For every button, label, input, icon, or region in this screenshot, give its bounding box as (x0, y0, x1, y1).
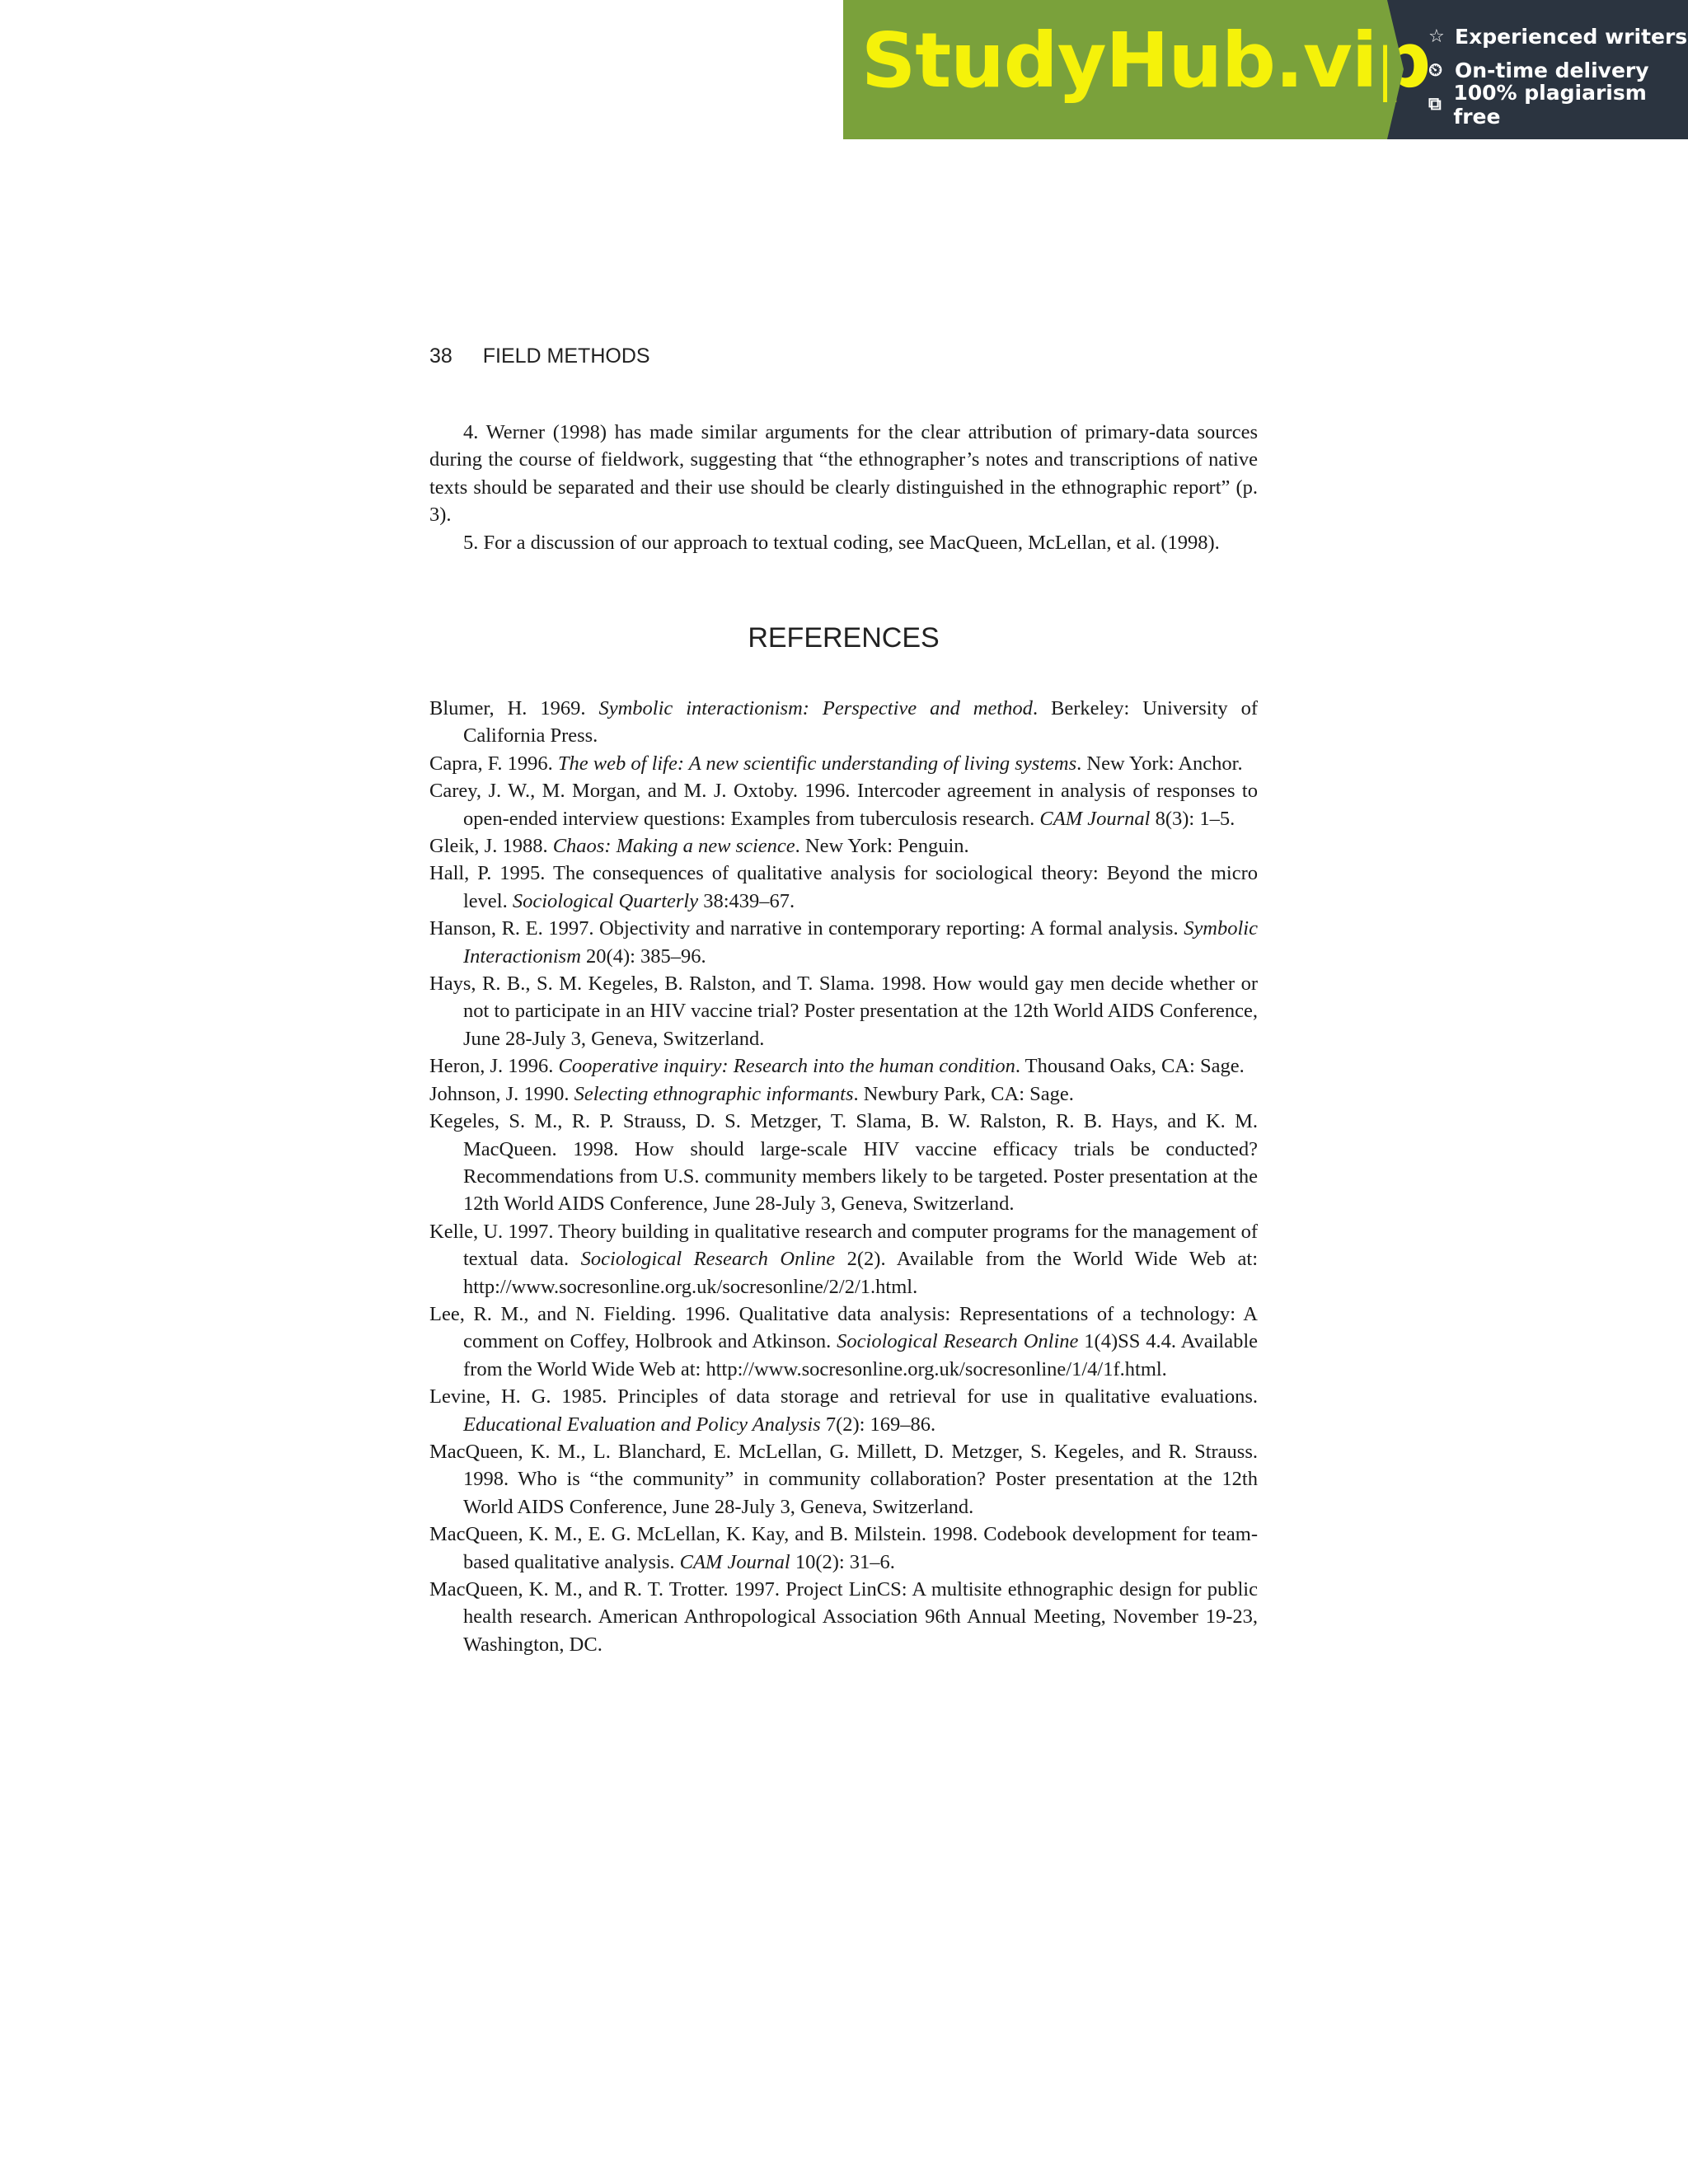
reference-title: Selecting ethnographic informants (574, 1082, 854, 1105)
ad-banner[interactable] (843, 0, 1688, 139)
reference-text: Kegeles, S. M., R. P. Strauss, D. S. Metzger, T. Slama, B. W. Ralston, R. B. Hays, and K. M. MacQueen. 1998. How should large-scale HIV vaccine efficacy trials be conducted? Recommendations from U.S. community members likely to be targeted. Poster presentation at the 12th World AIDS Conference, June 28-July 3, Geneva, Switzerland. (429, 1110, 1258, 1216)
banner-logo-panel (843, 0, 1431, 139)
reference-text: MacQueen, K. M., E. G. McLellan, K. Kay, and B. Milstein. 1998. Codebook development for team-based qualitative analysis. (429, 1523, 1258, 1573)
reference-text: 1(4)SS 4.4. Available from the World Wide Web at: http://www.socresonline.org.uk/socresonline/1/4/1f.html. (463, 1330, 1259, 1380)
reference-entry (429, 1383, 1258, 1438)
reference-text: Heron, J. 1996. (429, 1055, 559, 1078)
star-icon: ☆ (1428, 26, 1445, 47)
reference-entry (429, 1576, 1258, 1658)
reference-text: Lee, R. M., and N. Fielding. 1996. Qualitative data analysis: Representations of a technology: A comment on Coffey, Holbrook and Atkinson. (429, 1302, 1258, 1353)
reference-text: Capra, F. 1996. (429, 752, 558, 775)
reference-title: Chaos: Making a new science (552, 835, 795, 858)
page-number: 38 (429, 344, 452, 368)
reference-text: Blumer, H. 1969. (429, 697, 599, 719)
reference-text: . Berkeley: University of California Press. (463, 697, 1259, 748)
reference-text: Gleik, J. 1988. (429, 835, 553, 858)
reference-entry (429, 750, 1258, 777)
reference-entry (429, 1438, 1258, 1521)
reference-text: MacQueen, K. M., and R. T. Trotter. 1997. Project LinCS: A multisite ethnographic design for public health research. American Anthropological Association 96th Annual Meeting, November 19-23, Washington, DC. (429, 1578, 1258, 1656)
reference-text: . Newbury Park, CA: Sage. (853, 1082, 1074, 1105)
reference-text: 20(4): 385–96. (580, 944, 706, 968)
clock-icon: ⏲ (1428, 60, 1443, 81)
reference-text: Hall, P. 1995. The consequences of qualitative analysis for sociological theory: Beyond the micro level. (429, 862, 1258, 912)
reference-entry (429, 1521, 1258, 1576)
reference-entry (429, 1080, 1258, 1108)
reference-title: Sociological Quarterly (512, 889, 699, 912)
studyhub-logo: StudyHub.vip (861, 16, 1431, 105)
reference-entry (429, 1052, 1258, 1080)
references-heading: REFERENCES (748, 622, 940, 654)
reference-entry (429, 1108, 1258, 1218)
reference-entry (429, 695, 1258, 750)
reference-entry (429, 1218, 1258, 1301)
reference-text: Johnson, J. 1990. (429, 1082, 574, 1105)
banner-arrow (1387, 0, 1404, 139)
reference-text: Hays, R. B., S. M. Kegeles, B. Ralston, and T. Slama. 1998. How would gay men decide whether or not to participate in an HIV vaccine trial? Poster presentation at the 12th World AIDS Conference, June 28-July 3, Geneva, Switzerland. (429, 972, 1258, 1050)
reference-text: . New York: Anchor. (1076, 752, 1243, 775)
reference-title: Educational Evaluation and Policy Analysis (463, 1413, 821, 1436)
reference-text: 7(2): 169–86. (820, 1413, 936, 1436)
reference-entry (429, 915, 1258, 970)
reference-text: 8(3): 1–5. (1150, 807, 1236, 830)
reference-entry (429, 970, 1258, 1052)
feature-label: On-time delivery (1455, 59, 1649, 82)
endnote: 5. For a discussion of our approach to textual coding, see MacQueen, McLellan, et al. (1998). (463, 531, 1220, 554)
reference-title: Symbolic Interactionism (463, 917, 1258, 968)
reference-title: Sociological Research Online (837, 1330, 1079, 1353)
reference-title: Symbolic interactionism: Perspective and method (598, 697, 1033, 719)
feature-plagiarism-free (1428, 80, 1688, 129)
reference-text: 2(2). Available from the World Wide Web at: http://www.socresonline.org.uk/socresonline/2/2/1.html. (463, 1248, 1258, 1298)
reference-text: Kelle, U. 1997. Theory building in qualitative research and computer programs for the management of textual data. (429, 1220, 1258, 1271)
reference-title: Cooperative inquiry: Research into the human condition (558, 1055, 1015, 1078)
reference-text: Levine, H. G. 1985. Principles of data storage and retrieval for use in qualitative evaluations. (429, 1385, 1258, 1408)
reference-title: CAM Journal (1039, 807, 1151, 830)
reference-entry (429, 860, 1258, 915)
reference-title: The web of life: A new scientific understanding of living systems (557, 752, 1077, 775)
endnote: 4. Werner (1998) has made similar arguments for the clear attribution of primary-data sources during the course of fieldwork, suggesting that “the ethnographer’s notes and transcriptions of native texts should be separated and their use should be clearly distinguished in the ethnographic report” (p. 3). (429, 421, 1258, 527)
reference-text: Hanson, R. E. 1997. Objectivity and narrative in contemporary reporting: A formal analysis. (429, 917, 1184, 940)
endnotes (429, 419, 1258, 556)
reference-text: . New York: Penguin. (795, 835, 969, 858)
feature-label: 100% plagiarism free (1453, 80, 1647, 129)
running-head (429, 344, 650, 368)
references-list (429, 695, 1258, 1658)
reference-text: . Thousand Oaks, CA: Sage. (1015, 1055, 1245, 1078)
reference-title: CAM Journal (679, 1550, 790, 1573)
copy-icon: ⧉ (1428, 94, 1442, 115)
reference-text: Carey, J. W., M. Morgan, and M. J. Oxtoby. 1996. Intercoder agreement in analysis of responses to open-ended interview questions: Examples from tuberculosis research. (429, 780, 1258, 830)
reference-entry (429, 777, 1258, 832)
feature-label: Experienced writers (1455, 25, 1688, 49)
reference-entry (429, 1301, 1258, 1383)
reference-entry (429, 832, 1258, 860)
reference-text: MacQueen, K. M., L. Blanchard, E. McLellan, G. Millett, D. Metzger, S. Kegeles, and R. Strauss. 1998. Who is “the community” in community collaboration? Poster presentation at the 12th World AIDS Conference, June 28-July 3, Geneva, Switzerland. (429, 1440, 1258, 1518)
reference-text: 10(2): 31–6. (790, 1550, 895, 1573)
journal-name: FIELD METHODS (482, 344, 650, 368)
reference-title: Sociological Research Online (580, 1248, 836, 1271)
feature-experienced-writers (1428, 20, 1688, 54)
reference-text: 38:439–67. (698, 889, 795, 912)
banner-features (1387, 0, 1688, 139)
